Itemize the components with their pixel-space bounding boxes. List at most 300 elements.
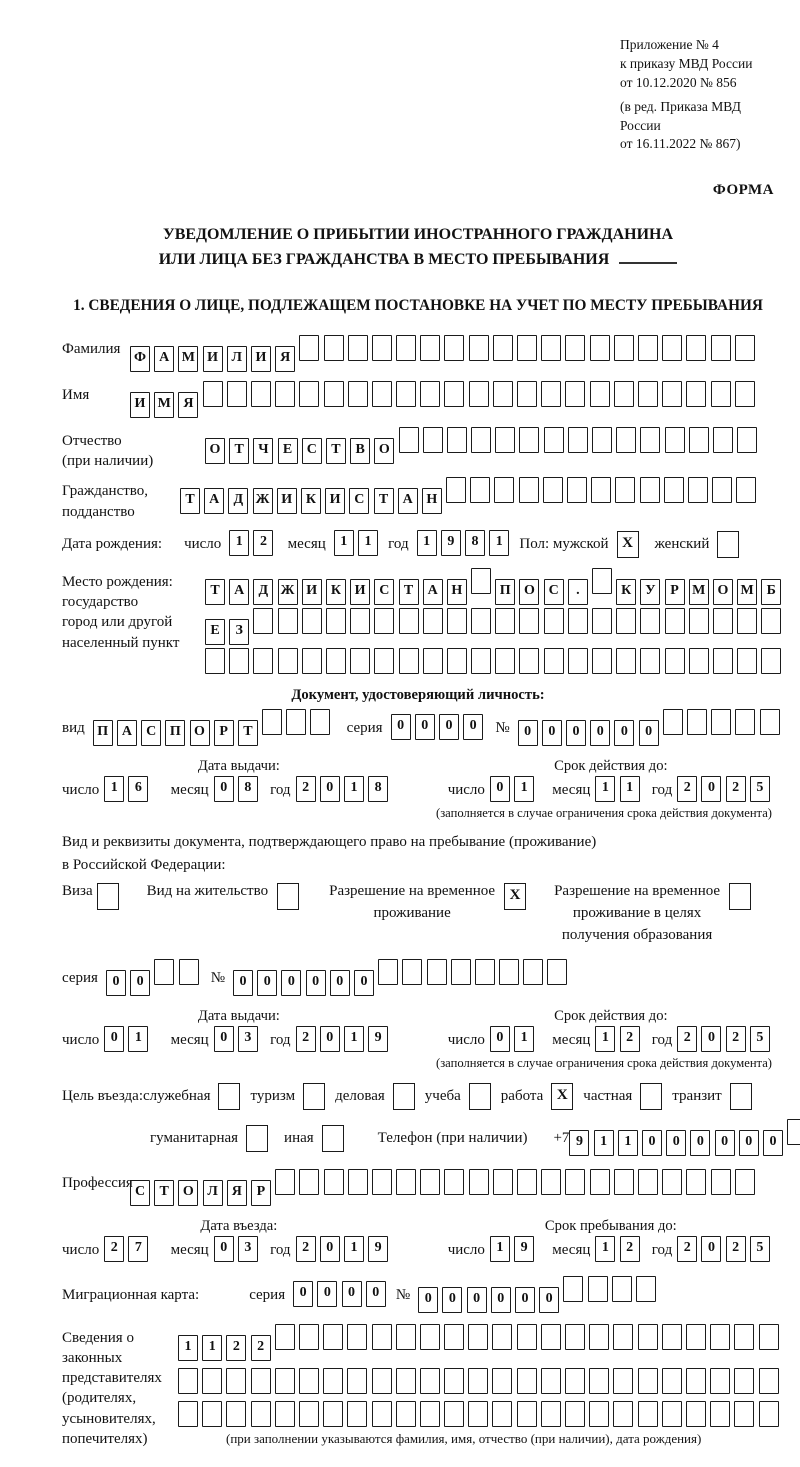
char-box[interactable]: [662, 381, 682, 407]
char-box[interactable]: 8: [368, 776, 388, 802]
char-box[interactable]: [565, 1324, 585, 1350]
char-box[interactable]: 0: [293, 1281, 313, 1307]
char-box[interactable]: Я: [275, 346, 295, 372]
char-box[interactable]: [251, 1401, 271, 1427]
char-box[interactable]: [226, 1368, 246, 1394]
char-box[interactable]: [493, 381, 513, 407]
char-box[interactable]: [323, 1368, 343, 1394]
char-box[interactable]: Л: [227, 346, 247, 372]
char-box[interactable]: 0: [354, 970, 374, 996]
char-box[interactable]: И: [130, 392, 150, 418]
char-box[interactable]: [711, 709, 731, 735]
char-box[interactable]: [787, 1119, 800, 1145]
char-box[interactable]: 5: [750, 776, 770, 802]
char-box[interactable]: [286, 709, 306, 735]
char-box[interactable]: [469, 1169, 489, 1195]
char-box[interactable]: 2: [726, 776, 746, 802]
char-box[interactable]: [616, 648, 636, 674]
char-box[interactable]: [662, 335, 682, 361]
char-box[interactable]: П: [165, 720, 185, 746]
char-box[interactable]: [592, 568, 612, 594]
char-box[interactable]: [396, 1324, 416, 1350]
char-box[interactable]: С: [302, 438, 322, 464]
char-box[interactable]: [423, 648, 443, 674]
char-box[interactable]: [299, 1401, 319, 1427]
char-box[interactable]: [686, 1324, 706, 1350]
char-box[interactable]: [399, 608, 419, 634]
char-box[interactable]: 9: [368, 1026, 388, 1052]
purpose-humanitarian-checkbox[interactable]: [246, 1125, 268, 1152]
char-box[interactable]: [737, 608, 757, 634]
char-box[interactable]: [589, 1324, 609, 1350]
char-box[interactable]: 1: [514, 776, 534, 802]
char-box[interactable]: 0: [366, 1281, 386, 1307]
char-box[interactable]: 0: [320, 1236, 340, 1262]
char-box[interactable]: 1: [514, 1026, 534, 1052]
char-box[interactable]: [179, 959, 199, 985]
char-box[interactable]: [737, 648, 757, 674]
char-box[interactable]: 2: [726, 1026, 746, 1052]
char-box[interactable]: М: [178, 346, 198, 372]
char-box[interactable]: [350, 648, 370, 674]
char-box[interactable]: [759, 1368, 779, 1394]
char-box[interactable]: [565, 1169, 585, 1195]
char-box[interactable]: [638, 1401, 658, 1427]
char-box[interactable]: 1: [620, 776, 640, 802]
char-box[interactable]: [372, 1169, 392, 1195]
char-box[interactable]: [613, 1324, 633, 1350]
char-box[interactable]: 0: [491, 1287, 511, 1313]
char-box[interactable]: [178, 1368, 198, 1394]
char-box[interactable]: [302, 648, 322, 674]
char-box[interactable]: 0: [391, 714, 411, 740]
char-box[interactable]: И: [350, 579, 370, 605]
char-box[interactable]: [324, 1169, 344, 1195]
char-box[interactable]: [686, 1169, 706, 1195]
char-box[interactable]: [735, 381, 755, 407]
char-box[interactable]: [444, 1324, 464, 1350]
char-box[interactable]: Я: [178, 392, 198, 418]
char-box[interactable]: [689, 608, 709, 634]
char-box[interactable]: М: [737, 579, 757, 605]
char-box[interactable]: [262, 709, 282, 735]
char-box[interactable]: [347, 1368, 367, 1394]
char-box[interactable]: 2: [104, 1236, 124, 1262]
char-box[interactable]: 1: [595, 1026, 615, 1052]
char-box[interactable]: [638, 1324, 658, 1350]
char-box[interactable]: 1: [202, 1335, 222, 1361]
char-box[interactable]: 1: [229, 530, 249, 556]
temp-residence-checkbox[interactable]: X: [504, 883, 526, 910]
char-box[interactable]: [444, 335, 464, 361]
char-box[interactable]: 5: [750, 1236, 770, 1262]
char-box[interactable]: 2: [620, 1236, 640, 1262]
char-box[interactable]: [638, 1169, 658, 1195]
char-box[interactable]: [523, 959, 543, 985]
char-box[interactable]: 2: [251, 1335, 271, 1361]
char-box[interactable]: [592, 608, 612, 634]
char-box[interactable]: 0: [715, 1130, 735, 1156]
char-box[interactable]: [178, 1401, 198, 1427]
char-box[interactable]: [663, 709, 683, 735]
char-box[interactable]: [543, 477, 563, 503]
char-box[interactable]: 0: [281, 970, 301, 996]
temp-residence-edu-checkbox[interactable]: [729, 883, 751, 910]
char-box[interactable]: [326, 608, 346, 634]
char-box[interactable]: [519, 648, 539, 674]
char-box[interactable]: 1: [334, 530, 354, 556]
char-box[interactable]: [664, 477, 684, 503]
char-box[interactable]: [299, 1368, 319, 1394]
char-box[interactable]: С: [544, 579, 564, 605]
char-box[interactable]: [517, 1324, 537, 1350]
char-box[interactable]: Ж: [278, 579, 298, 605]
char-box[interactable]: [324, 381, 344, 407]
char-box[interactable]: [372, 1401, 392, 1427]
char-box[interactable]: 2: [726, 1236, 746, 1262]
char-box[interactable]: 0: [214, 1236, 234, 1262]
char-box[interactable]: 0: [642, 1130, 662, 1156]
char-box[interactable]: Т: [154, 1180, 174, 1206]
char-box[interactable]: И: [251, 346, 271, 372]
char-box[interactable]: [588, 1276, 608, 1302]
char-box[interactable]: [310, 709, 330, 735]
char-box[interactable]: [350, 608, 370, 634]
char-box[interactable]: [420, 1169, 440, 1195]
char-box[interactable]: [347, 1324, 367, 1350]
char-box[interactable]: 3: [238, 1236, 258, 1262]
char-box[interactable]: [735, 1169, 755, 1195]
char-box[interactable]: [372, 335, 392, 361]
char-box[interactable]: 0: [415, 714, 435, 740]
char-box[interactable]: 0: [214, 1026, 234, 1052]
char-box[interactable]: [154, 959, 174, 985]
char-box[interactable]: 2: [296, 1236, 316, 1262]
char-box[interactable]: [737, 427, 757, 453]
char-box[interactable]: О: [205, 438, 225, 464]
char-box[interactable]: [492, 1401, 512, 1427]
char-box[interactable]: [662, 1368, 682, 1394]
char-box[interactable]: [567, 477, 587, 503]
char-box[interactable]: 0: [518, 720, 538, 746]
char-box[interactable]: У: [640, 579, 660, 605]
char-box[interactable]: [251, 381, 271, 407]
char-box[interactable]: Т: [238, 720, 258, 746]
char-box[interactable]: [253, 608, 273, 634]
char-box[interactable]: 0: [542, 720, 562, 746]
char-box[interactable]: [299, 381, 319, 407]
residence-permit-checkbox[interactable]: [277, 883, 299, 910]
char-box[interactable]: [711, 1169, 731, 1195]
char-box[interactable]: [420, 335, 440, 361]
char-box[interactable]: [399, 427, 419, 453]
char-box[interactable]: [451, 959, 471, 985]
char-box[interactable]: 7: [128, 1236, 148, 1262]
char-box[interactable]: [544, 427, 564, 453]
char-box[interactable]: [665, 427, 685, 453]
char-box[interactable]: 0: [330, 970, 350, 996]
gender-female-checkbox[interactable]: [717, 531, 739, 558]
char-box[interactable]: [616, 427, 636, 453]
char-box[interactable]: [347, 1401, 367, 1427]
char-box[interactable]: 0: [214, 776, 234, 802]
char-box[interactable]: [517, 335, 537, 361]
char-box[interactable]: [495, 608, 515, 634]
char-box[interactable]: [229, 648, 249, 674]
char-box[interactable]: [712, 477, 732, 503]
char-box[interactable]: Р: [214, 720, 234, 746]
char-box[interactable]: [640, 608, 660, 634]
char-box[interactable]: О: [374, 438, 394, 464]
char-box[interactable]: 1: [358, 530, 378, 556]
char-box[interactable]: [761, 648, 781, 674]
purpose-private-checkbox[interactable]: [640, 1083, 662, 1110]
char-box[interactable]: [396, 335, 416, 361]
char-box[interactable]: [420, 1324, 440, 1350]
purpose-business-checkbox[interactable]: [218, 1083, 240, 1110]
char-box[interactable]: [613, 1368, 633, 1394]
char-box[interactable]: [517, 1368, 537, 1394]
char-box[interactable]: [565, 381, 585, 407]
visa-checkbox[interactable]: [97, 883, 119, 910]
char-box[interactable]: 0: [306, 970, 326, 996]
char-box[interactable]: [299, 1324, 319, 1350]
char-box[interactable]: [713, 648, 733, 674]
char-box[interactable]: [253, 648, 273, 674]
char-box[interactable]: [713, 427, 733, 453]
char-box[interactable]: [544, 648, 564, 674]
char-box[interactable]: К: [301, 488, 321, 514]
char-box[interactable]: 5: [750, 1026, 770, 1052]
char-box[interactable]: [734, 1324, 754, 1350]
char-box[interactable]: [710, 1368, 730, 1394]
char-box[interactable]: [736, 477, 756, 503]
char-box[interactable]: [638, 1368, 658, 1394]
char-box[interactable]: 8: [238, 776, 258, 802]
char-box[interactable]: [636, 1276, 656, 1302]
char-box[interactable]: [348, 335, 368, 361]
char-box[interactable]: [592, 427, 612, 453]
char-box[interactable]: [278, 608, 298, 634]
char-box[interactable]: Р: [665, 579, 685, 605]
char-box[interactable]: [471, 568, 491, 594]
char-box[interactable]: С: [130, 1180, 150, 1206]
char-box[interactable]: [616, 608, 636, 634]
char-box[interactable]: [759, 1324, 779, 1350]
char-box[interactable]: 2: [677, 1026, 697, 1052]
char-box[interactable]: 1: [595, 776, 615, 802]
char-box[interactable]: 1: [128, 1026, 148, 1052]
char-box[interactable]: 0: [490, 1026, 510, 1052]
char-box[interactable]: 1: [104, 776, 124, 802]
char-box[interactable]: Р: [251, 1180, 271, 1206]
char-box[interactable]: [493, 1169, 513, 1195]
char-box[interactable]: [734, 1368, 754, 1394]
char-box[interactable]: 1: [417, 530, 437, 556]
char-box[interactable]: 0: [590, 720, 610, 746]
char-box[interactable]: [202, 1368, 222, 1394]
char-box[interactable]: [568, 427, 588, 453]
char-box[interactable]: [299, 335, 319, 361]
char-box[interactable]: [541, 335, 561, 361]
char-box[interactable]: [396, 1368, 416, 1394]
char-box[interactable]: 0: [763, 1130, 783, 1156]
char-box[interactable]: [590, 1169, 610, 1195]
char-box[interactable]: 0: [320, 1026, 340, 1052]
char-box[interactable]: [565, 1368, 585, 1394]
char-box[interactable]: [469, 335, 489, 361]
char-box[interactable]: Т: [374, 488, 394, 514]
char-box[interactable]: [544, 608, 564, 634]
char-box[interactable]: [689, 427, 709, 453]
char-box[interactable]: 8: [465, 530, 485, 556]
purpose-transit-checkbox[interactable]: [730, 1083, 752, 1110]
purpose-commercial-checkbox[interactable]: [393, 1083, 415, 1110]
char-box[interactable]: 0: [666, 1130, 686, 1156]
char-box[interactable]: [299, 1169, 319, 1195]
char-box[interactable]: Е: [278, 438, 298, 464]
char-box[interactable]: 0: [320, 776, 340, 802]
char-box[interactable]: [638, 335, 658, 361]
char-box[interactable]: [711, 335, 731, 361]
char-box[interactable]: 1: [595, 1236, 615, 1262]
char-box[interactable]: Е: [205, 619, 225, 645]
gender-male-checkbox[interactable]: X: [617, 531, 639, 558]
char-box[interactable]: И: [203, 346, 223, 372]
char-box[interactable]: [547, 959, 567, 985]
char-box[interactable]: 2: [226, 1335, 246, 1361]
char-box[interactable]: [686, 1401, 706, 1427]
char-box[interactable]: [468, 1401, 488, 1427]
char-box[interactable]: 0: [130, 970, 150, 996]
char-box[interactable]: [565, 1401, 585, 1427]
char-box[interactable]: [735, 335, 755, 361]
char-box[interactable]: [711, 381, 731, 407]
char-box[interactable]: С: [141, 720, 161, 746]
char-box[interactable]: 9: [514, 1236, 534, 1262]
char-box[interactable]: Т: [326, 438, 346, 464]
char-box[interactable]: К: [326, 579, 346, 605]
char-box[interactable]: [423, 608, 443, 634]
char-box[interactable]: [447, 648, 467, 674]
char-box[interactable]: И: [302, 579, 322, 605]
char-box[interactable]: 0: [701, 776, 721, 802]
char-box[interactable]: 0: [639, 720, 659, 746]
char-box[interactable]: 9: [368, 1236, 388, 1262]
char-box[interactable]: 0: [233, 970, 253, 996]
char-box[interactable]: 1: [344, 1026, 364, 1052]
char-box[interactable]: [517, 1401, 537, 1427]
char-box[interactable]: [324, 335, 344, 361]
char-box[interactable]: М: [154, 392, 174, 418]
char-box[interactable]: [420, 1401, 440, 1427]
char-box[interactable]: [492, 1368, 512, 1394]
char-box[interactable]: [687, 709, 707, 735]
char-box[interactable]: 2: [296, 1026, 316, 1052]
char-box[interactable]: [275, 1401, 295, 1427]
char-box[interactable]: [444, 1401, 464, 1427]
char-box[interactable]: [326, 648, 346, 674]
char-box[interactable]: [563, 1276, 583, 1302]
char-box[interactable]: 6: [128, 776, 148, 802]
char-box[interactable]: О: [519, 579, 539, 605]
char-box[interactable]: 0: [439, 714, 459, 740]
char-box[interactable]: Л: [203, 1180, 223, 1206]
char-box[interactable]: Н: [422, 488, 442, 514]
char-box[interactable]: [323, 1324, 343, 1350]
char-box[interactable]: Т: [205, 579, 225, 605]
char-box[interactable]: [470, 477, 490, 503]
char-box[interactable]: [662, 1169, 682, 1195]
char-box[interactable]: [202, 1401, 222, 1427]
char-box[interactable]: 0: [490, 776, 510, 802]
char-box[interactable]: [468, 1368, 488, 1394]
char-box[interactable]: 0: [539, 1287, 559, 1313]
char-box[interactable]: [348, 1169, 368, 1195]
char-box[interactable]: [760, 709, 780, 735]
char-box[interactable]: Т: [180, 488, 200, 514]
char-box[interactable]: [590, 335, 610, 361]
char-box[interactable]: 0: [566, 720, 586, 746]
char-box[interactable]: 9: [569, 1130, 589, 1156]
char-box[interactable]: .: [568, 579, 588, 605]
purpose-tourism-checkbox[interactable]: [303, 1083, 325, 1110]
char-box[interactable]: [541, 381, 561, 407]
char-box[interactable]: [302, 608, 322, 634]
char-box[interactable]: 3: [238, 1026, 258, 1052]
char-box[interactable]: [468, 1324, 488, 1350]
char-box[interactable]: [662, 1401, 682, 1427]
char-box[interactable]: 0: [104, 1026, 124, 1052]
char-box[interactable]: 9: [441, 530, 461, 556]
char-box[interactable]: З: [229, 619, 249, 645]
char-box[interactable]: И: [277, 488, 297, 514]
char-box[interactable]: [710, 1401, 730, 1427]
char-box[interactable]: Д: [253, 579, 273, 605]
char-box[interactable]: [541, 1169, 561, 1195]
char-box[interactable]: А: [423, 579, 443, 605]
char-box[interactable]: Н: [447, 579, 467, 605]
char-box[interactable]: [402, 959, 422, 985]
char-box[interactable]: С: [374, 579, 394, 605]
char-box[interactable]: О: [713, 579, 733, 605]
char-box[interactable]: [444, 1169, 464, 1195]
char-box[interactable]: [640, 477, 660, 503]
char-box[interactable]: [447, 608, 467, 634]
char-box[interactable]: [447, 427, 467, 453]
char-box[interactable]: [493, 335, 513, 361]
char-box[interactable]: К: [616, 579, 636, 605]
char-box[interactable]: 0: [690, 1130, 710, 1156]
char-box[interactable]: А: [117, 720, 137, 746]
char-box[interactable]: [495, 648, 515, 674]
purpose-study-checkbox[interactable]: [469, 1083, 491, 1110]
char-box[interactable]: [713, 608, 733, 634]
char-box[interactable]: 2: [677, 776, 697, 802]
char-box[interactable]: [541, 1324, 561, 1350]
char-box[interactable]: 0: [106, 970, 126, 996]
char-box[interactable]: [378, 959, 398, 985]
char-box[interactable]: [613, 1401, 633, 1427]
char-box[interactable]: [638, 381, 658, 407]
char-box[interactable]: Т: [399, 579, 419, 605]
char-box[interactable]: [710, 1324, 730, 1350]
char-box[interactable]: О: [190, 720, 210, 746]
char-box[interactable]: [420, 381, 440, 407]
char-box[interactable]: [396, 1169, 416, 1195]
char-box[interactable]: [519, 477, 539, 503]
char-box[interactable]: [492, 1324, 512, 1350]
